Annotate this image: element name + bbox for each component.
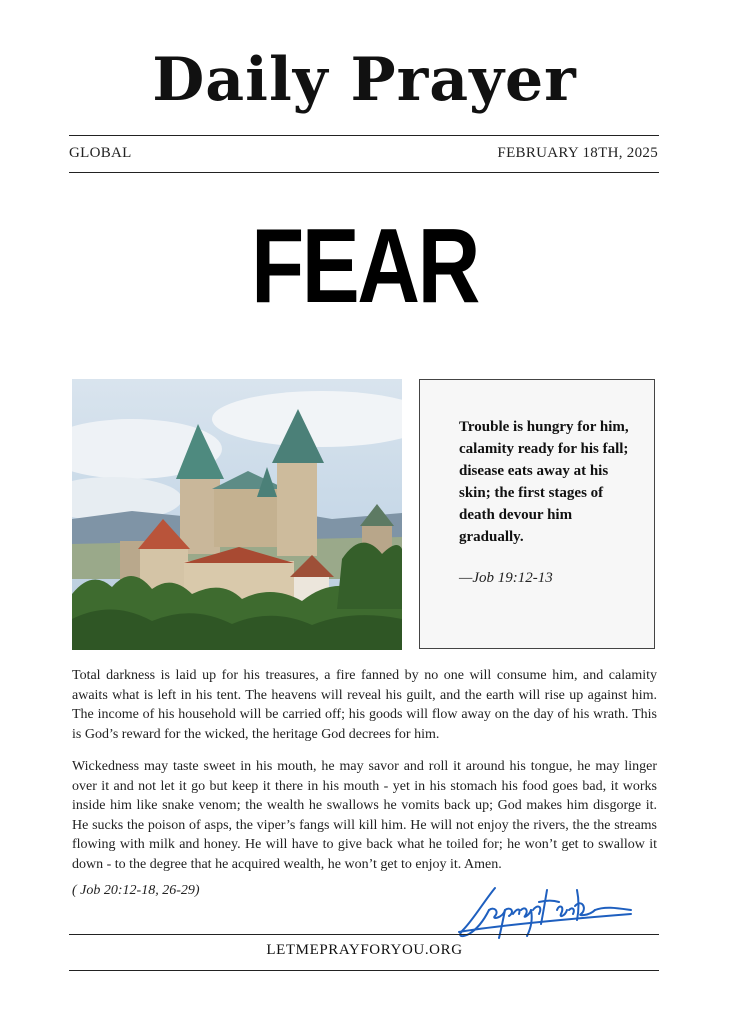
footer-url[interactable]: LETMEPRAYFORYOU.ORG [266, 942, 463, 958]
scripture-reference: ( Job 20:12-18, 26-29) [72, 883, 200, 898]
pull-quote-citation: —Job 19:12-13 [459, 570, 553, 586]
footer-bottom-rule [69, 970, 659, 971]
masthead-title: Daily Prayer [152, 45, 577, 115]
date-label: FEBRUARY 18TH, 2025 [497, 145, 658, 161]
top-rule [69, 135, 659, 136]
pull-quote-text: Trouble is hungry for him, calamity ready for his fall; disease eats away at his skin; the first stages of death devour him gradually. [459, 419, 629, 545]
body-paragraph-1: Total darkness is laid up for his treasures, a fire fanned by no one will consume him, and calamity awaits what is left in his tent. The heavens will reveal his guilt, and the earth will rise up against him. The income of his household will be carried off; his goods will flow away on the day of his wrath. This is God’s reward for the wicked, the heritage God decrees for him. [72, 668, 657, 742]
pull-quote-box [419, 379, 655, 649]
signature-image [455, 880, 635, 942]
region-label: GLOBAL [69, 145, 132, 161]
meta-rule [69, 172, 659, 173]
headline: FEAR [251, 207, 478, 325]
footer-top-rule [69, 934, 659, 935]
castle-photo [72, 379, 402, 650]
body-paragraph-2: Wickedness may taste sweet in his mouth, he may savor and roll it around his tongue, he may linger over it and not let it go but keep it there in his mouth - yet in his stomach his food goes bad, it works inside him like snake venom; the wealth he swallows he vomits back up; God makes him disgorge it. He sucks the poison of asps, the viper’s fangs will kill him. He will not enjoy the rivers, the the streams flowing with milk and honey. He will have to give back what he toiled for; he won’t get to swallow it down - to the degree that he acquired wealth, he won’t get to enjoy it. Amen. [72, 759, 657, 872]
